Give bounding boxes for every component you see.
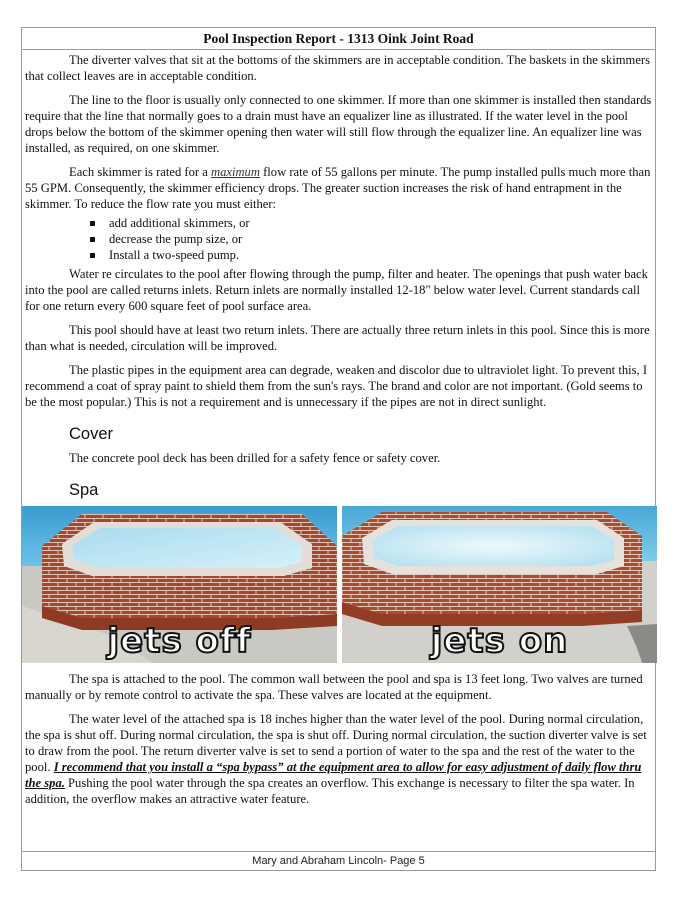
paragraph-equalizer-line: The line to the floor is usually only connected to one skimmer. If more than one skimmer is installed then standards require that the line that normally goes to a drain must have an equalizer line as illustrated. If the water level in the pool drops below the bottom of the skimmer opening then water will still flow through the equalizer line. An equalizer line was installed, as required, on one skimmer. [25, 93, 652, 155]
paragraph-cover: The concrete pool deck has been drilled for a safety fence or safety cover. [69, 451, 441, 465]
list-item-label: Install a two-speed pump. [109, 248, 240, 262]
spa-water-level-text-b: Pushing the pool water through the spa creates an overflow. This exchange is necessary to filter the spa water. In addition, the overflow makes an attractive water feature. [25, 776, 635, 806]
spa-photo-jets-off [22, 506, 337, 663]
list-item-label: decrease the pump size, or [109, 232, 243, 246]
flow-reduction-list [25, 215, 654, 263]
jets-on-caption: jets on [430, 621, 569, 661]
cover-heading: Cover [69, 425, 114, 443]
maximum-emphasis: maximum [210, 165, 260, 179]
page-frame [21, 27, 656, 871]
paragraph-skimmer-rating [25, 164, 654, 212]
list-item [25, 247, 654, 263]
bullet-square-icon [90, 221, 95, 226]
report-body [25, 52, 654, 815]
report-header: Pool Inspection Report - 1313 Oink Joint Road [22, 28, 655, 50]
spa-photos [22, 506, 657, 663]
paragraph-diverter-valves: The diverter valves that sit at the bottoms of the skimmers are in acceptable condition. The baskets in the skimmers that collect leaves are in acceptable condition. [25, 53, 651, 83]
paragraph-return-count: This pool should have at least two return inlets. There are actually three return inlets in this pool. Since this is more than what is needed, circulation will be improved. [25, 323, 650, 353]
paragraph-spa-water-level [25, 711, 654, 807]
bullet-square-icon [90, 237, 95, 242]
jets-off-caption: jets off [107, 621, 252, 661]
page-footer: Mary and Abraham Lincoln- Page 5 [22, 851, 655, 870]
spa-photo-jets-on [342, 506, 657, 663]
spa-heading: Spa [69, 481, 99, 499]
paragraph-return-inlets: Water re circulates to the pool after flowing through the pump, filter and heater. The openings that push water back into the pool are called returns inlets. Return inlets are normally installed 12-18" below water level. Current standards call for one return every 600 square feet of pool surface area. [25, 267, 648, 313]
bullet-square-icon [90, 253, 95, 258]
skimmer-rating-text-b: flow rate of 55 gallons per minute. The pump installed pulls much more than 55 GPM. Consequently, the skimmer efficiency drops. The greater suction increases the risk of hand entrapment in the skimmer. To reduce the flow rate you must either: [25, 165, 651, 211]
list-item [25, 231, 654, 247]
list-item [25, 215, 654, 231]
spa-bypass-recommendation: I recommend that you install a “spa bypass” at the equipment area to allow for easy adjustment of daily flow thru the spa. [25, 760, 642, 790]
spa-water-level-text-a: The water level of the attached spa is 18 inches higher than the water level of the pool. During normal circulation, the spa is shut off. During normal circulation, the spa is shut off. During normal circulation, the suction diverter valve is set to draw from the pool. The return diverter valve is set to send a portion of water to the spa and the rest of the water to the pool. [25, 712, 647, 774]
list-item-label: add additional skimmers, or [109, 216, 250, 230]
paragraph-spa-attached: The spa is attached to the pool. The common wall between the pool and spa is 13 feet long. Two valves are turned manually or by remote control to activate the spa. These valves are located at the equipment. [25, 672, 643, 702]
paragraph-plastic-pipes: The plastic pipes in the equipment area can degrade, weaken and discolor due to ultraviolet light. To prevent this, I recommend a coat of spray paint to shield them from the sun's rays. The brand and color are not important. (Gold seems to be the most popular.) This is not a requirement and is unnecessary if the pipes are not in direct sunlight. [25, 363, 648, 409]
skimmer-rating-text-a: Each skimmer is rated for a [69, 165, 211, 179]
